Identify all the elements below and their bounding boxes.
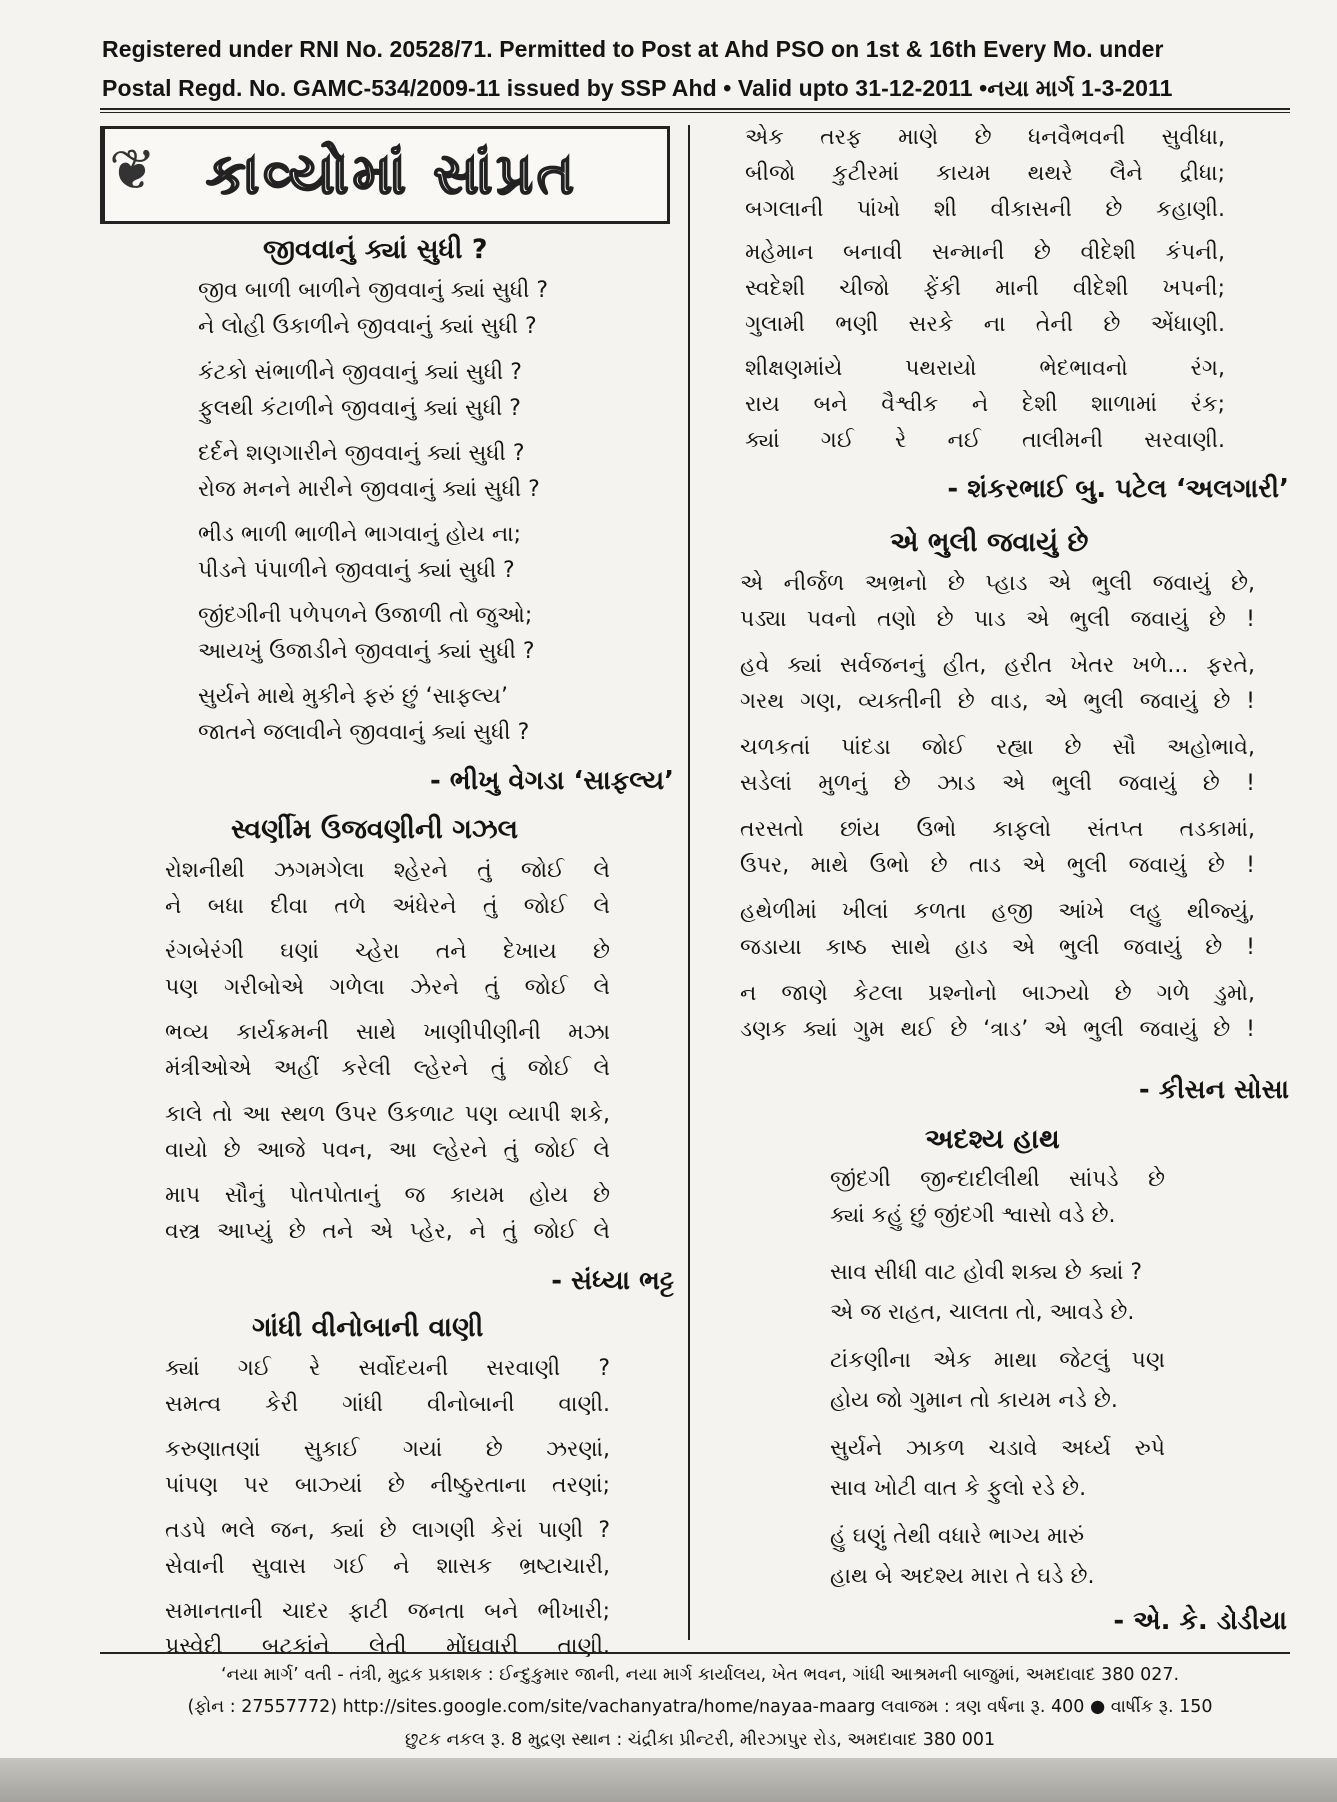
column-divider <box>688 125 690 1640</box>
poem-line: પાંપણ પર બાઝ્યાં છે નીષ્ઠુરતાના તરણાં; <box>165 1473 610 1498</box>
poem-line: માપ સૌનું પોતપોતાનું જ કાયમ હોય છે <box>165 1183 610 1208</box>
poem-line: જાતને જલાવીને જીવવાનું ક્યાં સુધી ? <box>198 720 530 745</box>
footer-publisher-line: ‘નયા માર્ગ’ વતી - તંત્રી, મુદ્રક પ્રકાશક : ઈન્દુકુમાર જાની, નયા માર્ગ કાર્યાલય, ખેત ભવન, ગાંધી આશ્રમની બાજુમાં, અમદાવાદ 380 027. <box>220 1665 1180 1685</box>
poem-line: મંત્રીઓએ અહીં કરેલી લ્હેરને તું જોઈ લે <box>165 1056 610 1081</box>
poem-line: બગલાની પાંખો શી વીકાસની છે કહાણી. <box>745 197 1225 222</box>
poem-line: સમત્વ કેરી ગાંધી વીનોબાની વાણી. <box>165 1392 610 1417</box>
poem-title: અદશ્ય હાથ <box>925 1124 1060 1155</box>
poem-line: ક્યાં કહું છું જીંદગી શ્વાસો વડે છે. <box>830 1203 1116 1228</box>
registration-line: Registered under RNI No. 20528/71. Permitted to Post at Ahd PSO on 1st & 16th Every Mo. under <box>102 36 1164 62</box>
poem-line: રોશનીથી ઝગમગેલા શ્હેરને તું જોઈ લે <box>165 858 610 883</box>
poem-line: હોય જો ગુમાન તો કાયમ નડે છે. <box>830 1388 1118 1413</box>
poem-line: મહેમાન બનાવી સન્માની છે વીદેશી કંપની, <box>745 240 1225 265</box>
poem-line: શીક્ષણમાંયે પથરાયો ભેદભાવનો રંગ, <box>745 356 1225 381</box>
poem-line: બીજો કુટીરમાં કાયમ થથરે લૈને દ્રીધા; <box>745 161 1225 186</box>
floral-ornament-icon: ❦ <box>109 138 156 203</box>
poem-line: જીંદગીની પળેપળને ઉજાળી તો જુઓ; <box>198 603 533 628</box>
poem-line: વાયો છે આજે પવન, આ લ્હેરને તું જોઈ લે <box>165 1138 610 1163</box>
poem-line: પ્રસ્વેદી બટકાંને લેતી મોંઘવારી તાણી. <box>165 1634 610 1659</box>
poem-line: હું ઘણું તેથી વધારે ભાગ્ય મારું <box>830 1524 1085 1549</box>
poem-line: કાલે તો આ સ્થળ ઉપર ઉકળાટ પણ વ્યાપી શકે, <box>165 1102 610 1127</box>
footer-rule <box>100 1652 1290 1654</box>
poem-line: દર્દને શણગારીને જીવવાનું ક્યાં સુધી ? <box>198 441 525 466</box>
header-rule <box>100 108 1290 110</box>
poem-line: કરુણાતણાં સુકાઈ ગયાં છે ઝરણાં, <box>165 1437 610 1462</box>
poem-line: સેવાની સુવાસ ગઈ ને શાસક ભ્રષ્ટાચારી, <box>165 1554 610 1579</box>
section-logo <box>100 126 670 224</box>
poem-line: એ નીર્જળ અભ્રનો છે પ્હાડ એ ભુલી જવાયું છે, <box>740 571 1255 596</box>
poem-line: ન જાણે કેટલા પ્રશ્નોનો બાઝ્યો છે ગળે ડુમો, <box>740 981 1255 1006</box>
poem-line: સાવ સીધી વાટ હોવી શક્ય છે ક્યાં ? <box>830 1260 1143 1285</box>
poem-line: ફુલથી કંટાળીને જીવવાનું ક્યાં સુધી ? <box>198 396 521 421</box>
poem-line: ક્યાં ગઈ રે નઈ તાલીમની સરવાણી. <box>745 428 1225 453</box>
poem-line: ડણક ક્યાં ગુમ થઈ છે ‘ત્રાડ’ એ ભુલી જવાયું છે ! <box>740 1017 1255 1042</box>
poem-line: ચળકતાં પાંદડા જોઈ રહ્યા છે સૌ અહોભાવે, <box>740 735 1255 760</box>
poem-line: રોજ મનને મારીને જીવવાનું ક્યાં સુધી ? <box>198 477 540 502</box>
poem-line: સુર્યને ઝાકળ ચડાવે અર્ધ્ય રુપે <box>830 1436 1165 1461</box>
poem-line: જડાયા કાષ્ઠ સાથે હાડ એ ભુલી જવાયું છે ! <box>740 935 1255 960</box>
poem-title: જીવવાનું ક્યાં સુધી ? <box>263 234 488 265</box>
poem-author: - કીસન સોસા <box>1138 1075 1289 1105</box>
poem-line: સમાનતાની ચાદર ફાટી જનતા બને ભીખારી; <box>165 1599 610 1624</box>
poem-title: ગાંધી વીનોબાની વાણી <box>252 1312 484 1343</box>
poem-line: જીવ બાળી બાળીને જીવવાનું ક્યાં સુધી ? <box>198 278 549 303</box>
poem-line: સ્વદેશી ચીજો ફેંકી માની વીદેશી ખપની; <box>745 276 1225 301</box>
poem-title: એ ભુલી જવાયું છે <box>890 527 1089 558</box>
poem-line: ગુલામી ભણી સરકે ના તેની છે એંધાણી. <box>745 312 1225 337</box>
poem-title: સ્વર્ણીમ ઉજવણીની ગઝલ <box>231 814 519 845</box>
poem-line: કંટકો સંભાળીને જીવવાનું ક્યાં સુધી ? <box>198 360 522 385</box>
poem-line: ઉપર, માથે ઉભો છે તાડ એ ભુલી જવાયું છે ! <box>740 853 1255 878</box>
poem-line: હાથ બે અદશ્ય મારા તે ઘડે છે. <box>830 1564 1095 1589</box>
poem-author: - એ. કે. ડોડીયા <box>1113 1606 1287 1636</box>
poem-line: સુર્યને માથે મુકીને ફરું છું ‘સાફલ્ય’ <box>198 684 508 709</box>
poem-line: ને લોહી ઉકાળીને જીવવાનું ક્યાં સુધી ? <box>198 314 537 339</box>
poem-line: રંગબેરંગી ઘણાં ચ્હેરા તને દેખાય છે <box>165 939 610 964</box>
poem-line: એક તરફ માણે છે ધનવૈભવની સુવીધા, <box>745 125 1225 150</box>
poem-line: રાય બને વૈશ્વીક ને દેશી શાળામાં રંક; <box>745 392 1225 417</box>
poem-line: સડેલાં મુળનું છે ઝાડ એ ભુલી જવાયું છે ! <box>740 771 1255 796</box>
section-logo-text: કાવ્યોમાં સાંપ્રત <box>206 142 578 207</box>
poem-line: વસ્ત્ર આપ્યું છે તને એ પ્હેર, ને તું જોઈ લે <box>165 1219 610 1244</box>
poem-line: હથેળીમાં ખીલાં કળતા હજી આંખે લહુ થીજ્યું, <box>740 899 1255 924</box>
poem-line: ગરથ ગણ, વ્યક્તીની છે વાડ, એ ભુલી જવાયું છે ! <box>740 689 1255 714</box>
poem-author: - શંકરભાઈ બુ. પટેલ ‘અલગારી’ <box>947 474 1289 504</box>
poem-line: પીડને પંપાળીને જીવવાનું ક્યાં સુધી ? <box>198 558 515 583</box>
poem-line: ને બધા દીવા તળે અંધેરને તું જોઈ લે <box>165 894 610 919</box>
poem-line: ટાંકણીના એક માથા જેટલું પણ <box>830 1348 1165 1373</box>
poem-line: એ જ રાહત, ચાલતા તો, આવડે છે. <box>830 1300 1135 1325</box>
poem-line: તડપે ભલે જન, ક્યાં છે લાગણી કેરાં પાણી ? <box>165 1518 610 1543</box>
poem-line: સાવ ખોટી વાત કે ફુલો રડે છે. <box>830 1476 1087 1501</box>
poem-line: ભીડ ભાળી ભાળીને ભાગવાનું હોય ના; <box>198 522 522 547</box>
footer-printer-line: છુટક નકલ રૂ. 8 મુદ્રણ સ્થાન : ચંદ્રીકા પ્રીન્ટરી, મીરઝાપુર રોડ, અમદાવાદ 380 001 <box>404 1730 996 1750</box>
poem-line: તરસતો છાંય ઉભો કાફલો સંતપ્ત તડકામાં, <box>740 817 1255 842</box>
postal-line: Postal Regd. No. GAMC-534/2009-11 issued by SSP Ahd • Valid upto 31-12-2011 •નયા માર્ગ 1-3-2011 <box>102 75 1173 101</box>
poem-line: જીંદગી જીન્દાદીલીથી સાંપડે છે <box>830 1167 1165 1192</box>
poem-line: પણ ગરીબોએ ગળેલા ઝેરને તું જોઈ લે <box>165 975 610 1000</box>
poem-line: ક્યાં ગઈ રે સર્વોદયની સરવાણી ? <box>165 1356 610 1381</box>
header-rule-thin <box>100 112 1290 113</box>
poem-line: હવે ક્યાં સર્વજનનું હીત, હરીત ખેતર ખળે... ફરતે, <box>740 653 1255 678</box>
footer-subscription-line: (ફોન : 27557772) http://sites.google.com/site/vachanyatra/home/nayaa-maarg લવાજમ : ત્રણ વર્ષના રૂ. 400 ● વાર્ષીક રૂ. 150 <box>187 1697 1213 1717</box>
poem-author: - સંધ્યા ભટ્ટ <box>551 1266 674 1296</box>
poem-line: પડ્યા પવનો તણો છે પાડ એ ભુલી જવાયું છે ! <box>740 607 1255 632</box>
poem-line: આયખું ઉજાડીને જીવવાનું ક્યાં સુધી ? <box>198 639 535 664</box>
poem-author: - ભીખુ વેગડા ‘સાફલ્ય’ <box>430 766 674 796</box>
scan-edge <box>0 1758 1337 1802</box>
poem-line: ભવ્ય કાર્યક્રમની સાથે ખાણીપીણીની મઝા <box>165 1020 610 1045</box>
